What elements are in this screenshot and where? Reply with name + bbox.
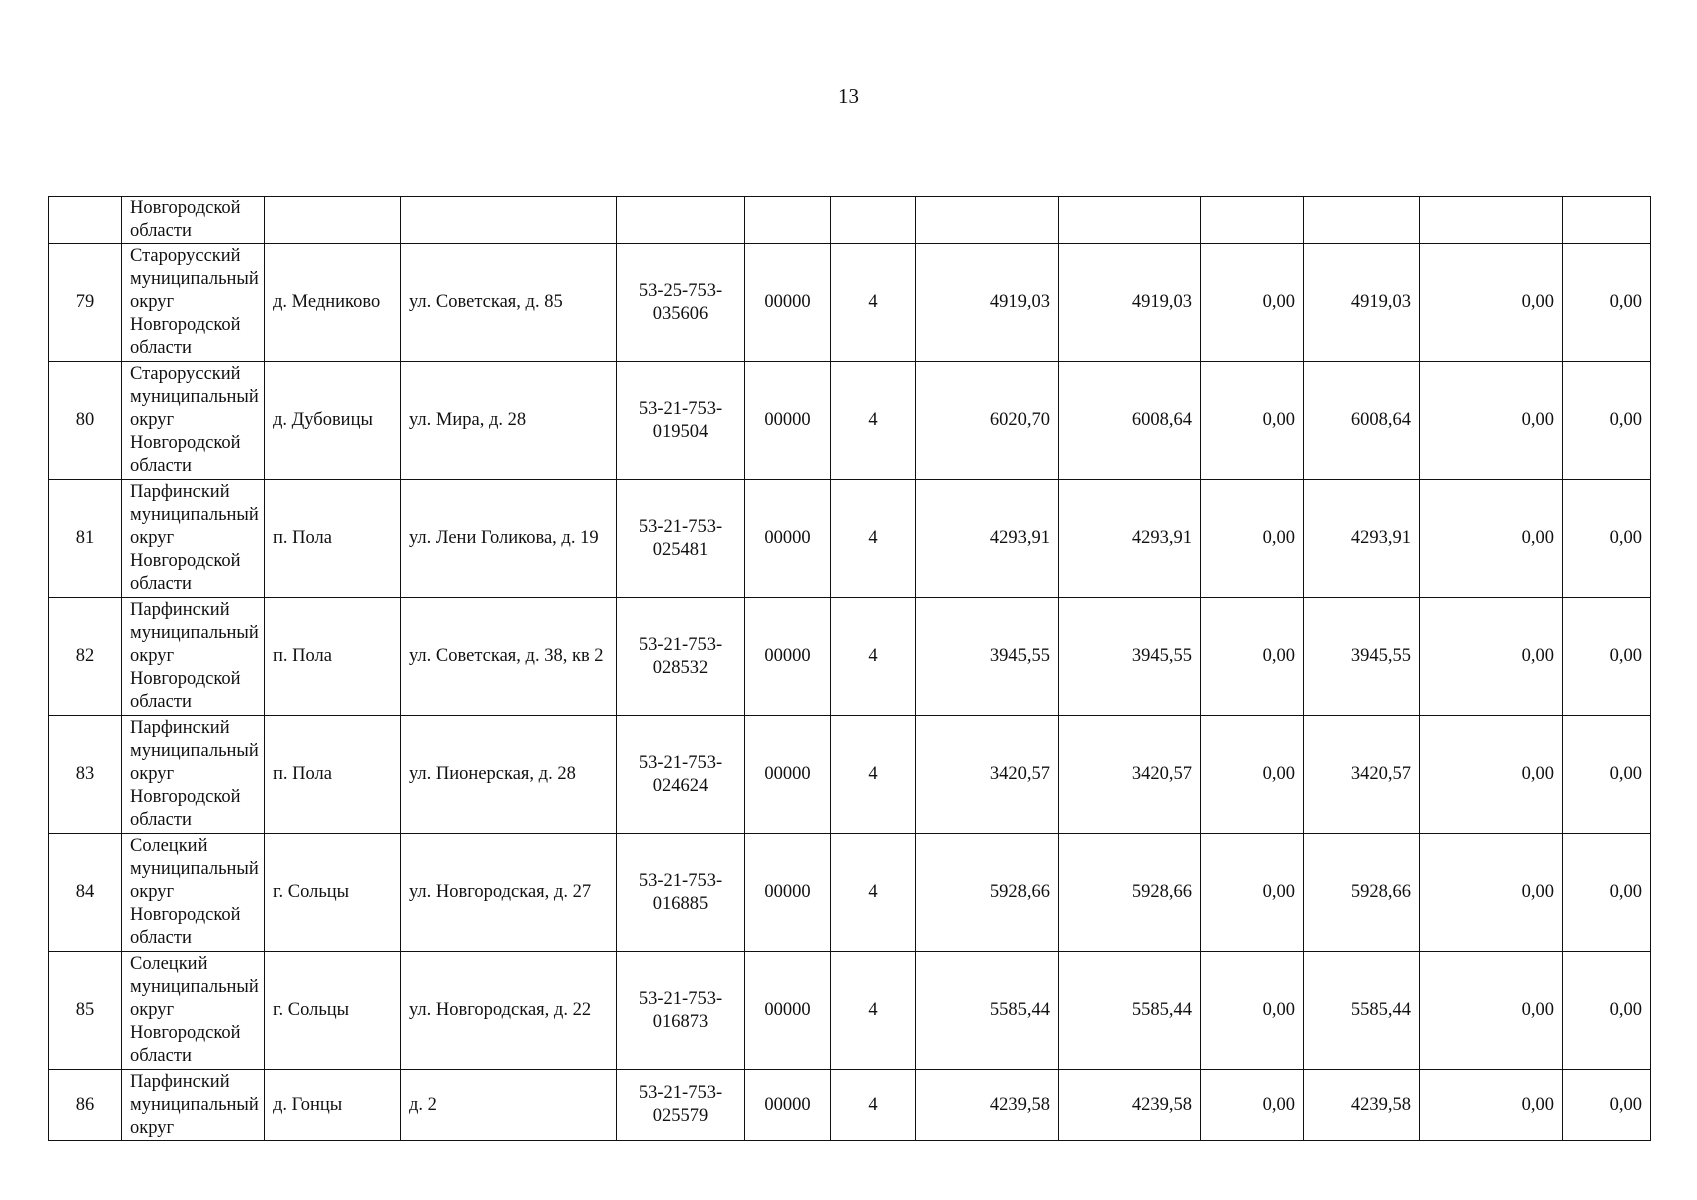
cell-address: ул. Новгородская, д. 27 <box>401 834 617 952</box>
cell-value-4: 4919,03 <box>1304 244 1420 362</box>
cell-type: 4 <box>831 952 916 1070</box>
cell-address: ул. Советская, д. 85 <box>401 244 617 362</box>
cell-address: ул. Лени Голикова, д. 19 <box>401 480 617 598</box>
cell-settlement: д. Гонцы <box>265 1070 401 1141</box>
cell-value-5: 0,00 <box>1420 480 1563 598</box>
cell-value-4 <box>1304 197 1420 244</box>
cell-code: 53-21-753-016885 <box>617 834 745 952</box>
cell-value-2: 5585,44 <box>1059 952 1201 1070</box>
cell-municipality: Солецкий муниципальный округ Новгородской области <box>122 952 265 1070</box>
cell-value-4: 3420,57 <box>1304 716 1420 834</box>
cell-zero-code: 00000 <box>745 480 831 598</box>
cell-value-5 <box>1420 197 1563 244</box>
cell-code: 53-21-753-019504 <box>617 362 745 480</box>
cell-settlement: п. Пола <box>265 716 401 834</box>
cell-address: ул. Советская, д. 38, кв 2 <box>401 598 617 716</box>
cell-value-1: 4239,58 <box>916 1070 1059 1141</box>
table-row <box>49 952 1651 1070</box>
table-row <box>49 598 1651 716</box>
cell-value-6: 0,00 <box>1563 716 1651 834</box>
cell-value-2: 3945,55 <box>1059 598 1201 716</box>
cell-code: 53-21-753-028532 <box>617 598 745 716</box>
cell-municipality: Солецкий муниципальный округ Новгородской области <box>122 834 265 952</box>
cell-municipality: Парфинский муниципальный округ Новгородской области <box>122 598 265 716</box>
cell-type: 4 <box>831 480 916 598</box>
cell-value-4: 6008,64 <box>1304 362 1420 480</box>
cell-value-1 <box>916 197 1059 244</box>
cell-value-1: 6020,70 <box>916 362 1059 480</box>
cell-value-5: 0,00 <box>1420 362 1563 480</box>
cell-settlement: г. Сольцы <box>265 952 401 1070</box>
cell-value-1: 4293,91 <box>916 480 1059 598</box>
cell-value-1: 5928,66 <box>916 834 1059 952</box>
cell-number: 79 <box>49 244 122 362</box>
registry-table <box>48 196 1651 1141</box>
cell-value-1: 3420,57 <box>916 716 1059 834</box>
cell-value-1: 5585,44 <box>916 952 1059 1070</box>
cell-value-5: 0,00 <box>1420 244 1563 362</box>
cell-value-2: 4293,91 <box>1059 480 1201 598</box>
table-row <box>49 834 1651 952</box>
cell-value-1: 4919,03 <box>916 244 1059 362</box>
cell-municipality: Старорусский муниципальный округ Новгородской области <box>122 244 265 362</box>
cell-municipality: Старорусский муниципальный округ Новгородской области <box>122 362 265 480</box>
cell-value-6: 0,00 <box>1563 244 1651 362</box>
cell-type: 4 <box>831 834 916 952</box>
cell-zero-code: 00000 <box>745 244 831 362</box>
table-row <box>49 1070 1651 1141</box>
cell-value-2: 5928,66 <box>1059 834 1201 952</box>
cell-value-4: 5928,66 <box>1304 834 1420 952</box>
cell-value-4: 3945,55 <box>1304 598 1420 716</box>
cell-value-3: 0,00 <box>1201 480 1304 598</box>
cell-settlement: д. Медниково <box>265 244 401 362</box>
cell-zero-code: 00000 <box>745 952 831 1070</box>
cell-address: ул. Новгородская, д. 22 <box>401 952 617 1070</box>
cell-value-6: 0,00 <box>1563 952 1651 1070</box>
cell-value-2: 4919,03 <box>1059 244 1201 362</box>
cell-settlement <box>265 197 401 244</box>
cell-value-2 <box>1059 197 1201 244</box>
cell-value-6: 0,00 <box>1563 1070 1651 1141</box>
cell-value-6: 0,00 <box>1563 480 1651 598</box>
cell-number: 86 <box>49 1070 122 1141</box>
cell-value-6 <box>1563 197 1651 244</box>
cell-value-3: 0,00 <box>1201 362 1304 480</box>
cell-value-3: 0,00 <box>1201 716 1304 834</box>
cell-zero-code: 00000 <box>745 716 831 834</box>
cell-municipality: Парфинский муниципальный округ <box>122 1070 265 1141</box>
cell-municipality: Новгородской области <box>122 197 265 244</box>
cell-zero-code: 00000 <box>745 362 831 480</box>
cell-value-6: 0,00 <box>1563 834 1651 952</box>
cell-number: 81 <box>49 480 122 598</box>
cell-zero-code: 00000 <box>745 834 831 952</box>
cell-value-4: 4239,58 <box>1304 1070 1420 1141</box>
cell-settlement: д. Дубовицы <box>265 362 401 480</box>
cell-zero-code: 00000 <box>745 1070 831 1141</box>
page-number: 13 <box>838 84 859 108</box>
cell-type: 4 <box>831 598 916 716</box>
cell-value-5: 0,00 <box>1420 598 1563 716</box>
cell-municipality: Парфинский муниципальный округ Новгородской области <box>122 716 265 834</box>
cell-code: 53-21-753-025481 <box>617 480 745 598</box>
cell-number: 82 <box>49 598 122 716</box>
cell-value-2: 6008,64 <box>1059 362 1201 480</box>
cell-value-4: 5585,44 <box>1304 952 1420 1070</box>
cell-type: 4 <box>831 244 916 362</box>
cell-number: 85 <box>49 952 122 1070</box>
table-row <box>49 480 1651 598</box>
cell-value-2: 4239,58 <box>1059 1070 1201 1141</box>
cell-type: 4 <box>831 716 916 834</box>
cell-value-3 <box>1201 197 1304 244</box>
cell-settlement: п. Пола <box>265 598 401 716</box>
cell-settlement: п. Пола <box>265 480 401 598</box>
cell-number: 84 <box>49 834 122 952</box>
cell-code: 53-25-753-035606 <box>617 244 745 362</box>
cell-address: д. 2 <box>401 1070 617 1141</box>
cell-type <box>831 197 916 244</box>
cell-municipality: Парфинский муниципальный округ Новгородской области <box>122 480 265 598</box>
cell-value-6: 0,00 <box>1563 598 1651 716</box>
cell-value-5: 0,00 <box>1420 952 1563 1070</box>
cell-settlement: г. Сольцы <box>265 834 401 952</box>
cell-number: 83 <box>49 716 122 834</box>
cell-value-5: 0,00 <box>1420 716 1563 834</box>
table-row <box>49 716 1651 834</box>
cell-code: 53-21-753-016873 <box>617 952 745 1070</box>
cell-value-3: 0,00 <box>1201 244 1304 362</box>
cell-value-3: 0,00 <box>1201 834 1304 952</box>
cell-zero-code <box>745 197 831 244</box>
cell-type: 4 <box>831 362 916 480</box>
cell-value-3: 0,00 <box>1201 952 1304 1070</box>
cell-value-6: 0,00 <box>1563 362 1651 480</box>
table-row <box>49 362 1651 480</box>
table-row-continuation <box>49 197 1651 244</box>
cell-code <box>617 197 745 244</box>
cell-value-5: 0,00 <box>1420 1070 1563 1141</box>
cell-address: ул. Мира, д. 28 <box>401 362 617 480</box>
cell-address: ул. Пионерская, д. 28 <box>401 716 617 834</box>
cell-address <box>401 197 617 244</box>
cell-code: 53-21-753-025579 <box>617 1070 745 1141</box>
cell-value-3: 0,00 <box>1201 598 1304 716</box>
table-row <box>49 244 1651 362</box>
cell-number: 80 <box>49 362 122 480</box>
cell-value-2: 3420,57 <box>1059 716 1201 834</box>
cell-zero-code: 00000 <box>745 598 831 716</box>
cell-number <box>49 197 122 244</box>
cell-value-3: 0,00 <box>1201 1070 1304 1141</box>
cell-value-4: 4293,91 <box>1304 480 1420 598</box>
cell-type: 4 <box>831 1070 916 1141</box>
cell-value-5: 0,00 <box>1420 834 1563 952</box>
cell-code: 53-21-753-024624 <box>617 716 745 834</box>
cell-value-1: 3945,55 <box>916 598 1059 716</box>
